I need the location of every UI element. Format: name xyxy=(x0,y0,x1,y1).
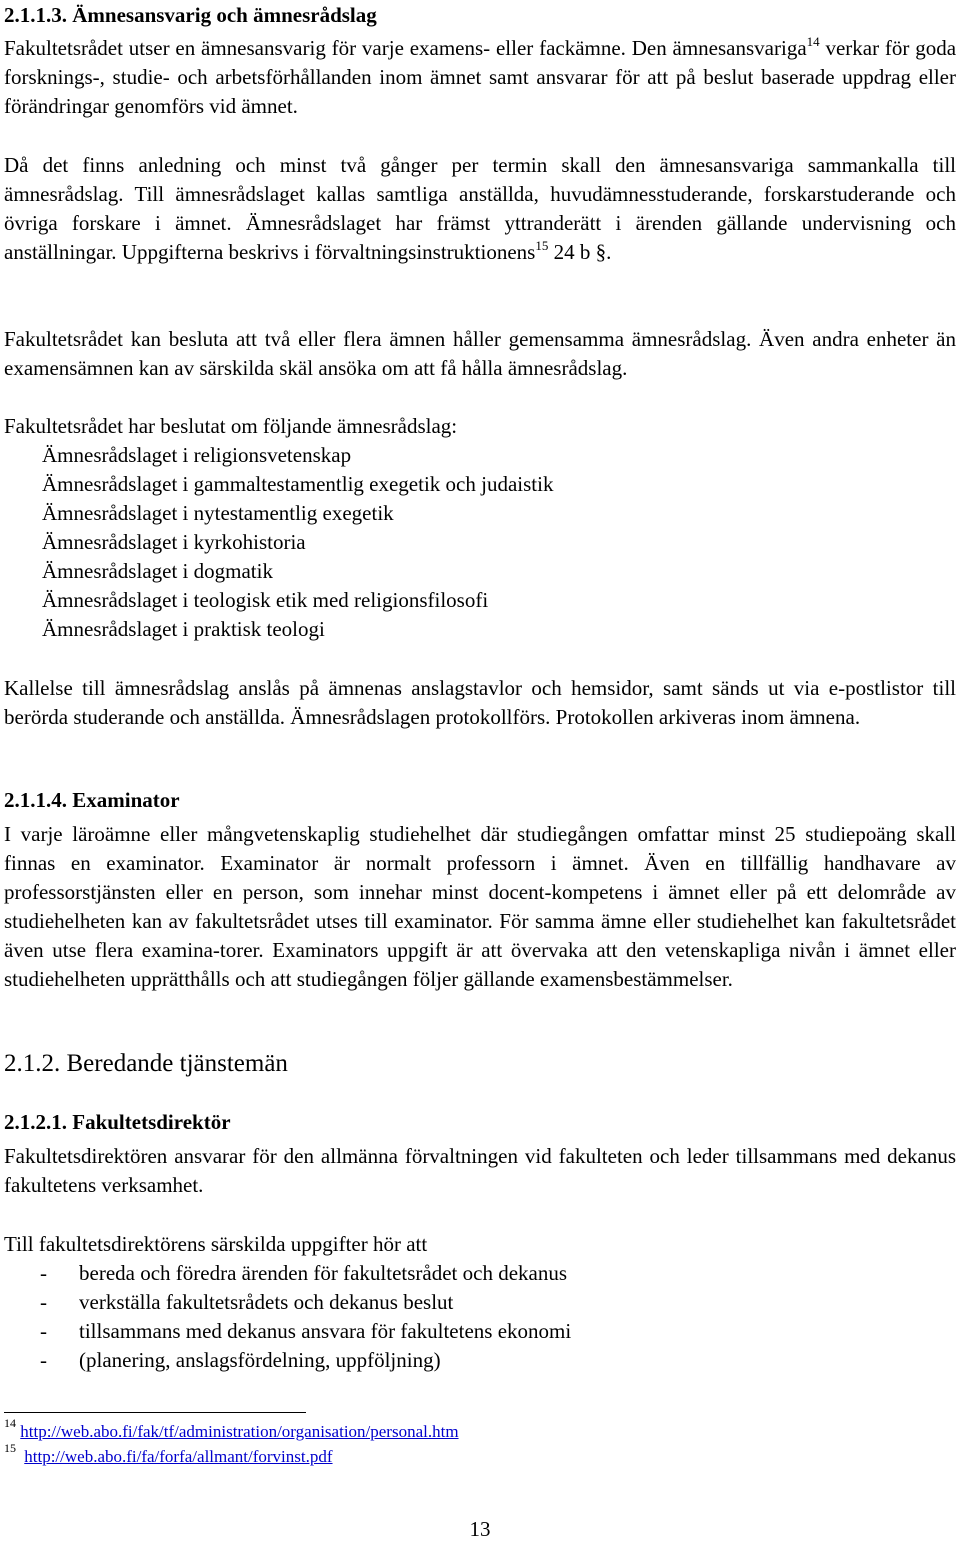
footnote xyxy=(4,1416,459,1443)
list-intro: Fakultetsrådet har beslutat om följande ämnesrådslag: xyxy=(4,414,458,438)
page-number: 13 xyxy=(469,1517,491,1541)
list-intro: Till fakultetsdirektörens särskilda uppgifter hör att xyxy=(4,1232,428,1256)
footnote-link[interactable]: http://web.abo.fi/fak/tf/administration/organisation/personal.htm xyxy=(20,1422,459,1441)
section-heading: 2.1.1.4. Examinator xyxy=(4,788,180,812)
duties-block xyxy=(4,1230,956,1375)
paragraph-text: Då det finns anledning och minst två gånger per termin skall den ämnesansvariga sammankalla till ämnesrådslag. Till ämnesrådslaget kallas samtliga anställda, huvudämnesstuderande, forskarstuderande och övriga forskare i ämnet. Ämnesrådslaget har främst yttranderätt i ärenden gällande undervisning och anställningar. Uppgifterna beskrivs i förvaltningsinstruktionens xyxy=(4,153,956,264)
paragraph-text: verkar för goda forsknings-, studie- och arbetsförhållanden inom ämnet samt ansvarar för att på beslut baserade uppdrag eller förändringar genomförs vid ämnet. xyxy=(4,36,957,118)
paragraph: I varje läroämne eller mångvetenskaplig studiehelhet där studiegången omfattar minst 25 studiepoäng skall finnas en examinator. Examinator är normalt professorn i ämnet. Även en tillfällig handhavare av professorstjänsten eller en person, som innehar minst docent-kompetens i ämnet eller på ett delområde av studiehelheten kan av fakultetsrådet utses till examinator. För samma ämne eller studiehelhet kan fakultetsrådet även utse flera examina-torer. Examinators uppgift är att övervaka att den vetenskapliga nivån i ämnet eller studiehelheten upprätthålls och att studiegången följer gällande examensbestämmelser. xyxy=(4,822,956,991)
footnote xyxy=(4,1441,333,1468)
footnote-ref: 15 xyxy=(535,238,549,253)
duties-list xyxy=(4,1259,956,1375)
paragraph xyxy=(4,151,956,267)
list-item: Ämnesrådslaget i praktisk teologi xyxy=(42,617,325,641)
council-list-block xyxy=(4,412,956,644)
list-item-text: tillsammans med dekanus ansvara för fakultetens ekonomi xyxy=(79,1319,572,1343)
list-item: Ämnesrådslaget i gammaltestamentlig exegetik och judaistik xyxy=(42,472,554,496)
paragraph xyxy=(4,34,956,121)
footnote-link[interactable]: http://web.abo.fi/fa/forfa/allmant/forvinst.pdf xyxy=(24,1447,333,1466)
council-list xyxy=(4,441,956,644)
list-item xyxy=(4,1288,956,1317)
paragraph: Kallelse till ämnesrådslag anslås på ämnenas anslagstavlor och hemsidor, samt sänds ut via e-postlistor till berörda studerande och anställda. Ämnesrådslagen protokollförs. Protokollen arkiveras inom ämnena. xyxy=(4,676,956,729)
dash-marker: - xyxy=(40,1319,47,1343)
footnote-number: 15 xyxy=(4,1441,16,1456)
list-item xyxy=(4,1346,956,1375)
paragraph-text: 24 b §. xyxy=(548,240,612,264)
list-item xyxy=(4,1259,956,1288)
list-item: Ämnesrådslaget i religionsvetenskap xyxy=(42,443,352,467)
section-heading: 2.1.2. Beredande tjänstemän xyxy=(4,1050,288,1077)
list-item-text: verkställa fakultetsrådets och dekanus beslut xyxy=(79,1290,454,1314)
dash-marker: - xyxy=(40,1290,47,1314)
paragraph: Fakultetsrådet kan besluta att två eller flera ämnen håller gemensamma ämnesrådslag. Även andra enheter än examensämnen kan av särskilda skäl ansöka om att få hålla ämnesrådslag. xyxy=(4,327,956,380)
footnote-number: 14 xyxy=(4,1416,16,1431)
section-heading: 2.1.1.3. Ämnesansvarig och ämnesrådslag xyxy=(4,3,377,27)
list-item: Ämnesrådslaget i nytestamentlig exegetik xyxy=(42,501,394,525)
paragraph: Fakultetsdirektören ansvarar för den allmänna förvaltningen vid fakulteten och leder tillsammans med dekanus fakultetens verksamhet. xyxy=(4,1144,956,1197)
dash-marker: - xyxy=(40,1348,47,1372)
list-item-text: bereda och föredra ärenden för fakultetsrådet och dekanus xyxy=(79,1261,568,1285)
list-item: Ämnesrådslaget i kyrkohistoria xyxy=(42,530,306,554)
list-item-text: (planering, anslagsfördelning, uppföljning) xyxy=(79,1348,441,1372)
paragraph-text: Fakultetsrådet utser en ämnesansvarig för varje examens- eller fackämne. Den ämnesansvariga xyxy=(4,36,807,60)
list-item xyxy=(4,1317,956,1346)
dash-marker: - xyxy=(40,1261,47,1285)
list-item: Ämnesrådslaget i dogmatik xyxy=(42,559,273,583)
footnote-separator xyxy=(4,1412,306,1413)
section-heading: 2.1.2.1. Fakultetsdirektör xyxy=(4,1110,231,1134)
footnote-ref: 14 xyxy=(806,34,820,49)
list-item: Ämnesrådslaget i teologisk etik med religionsfilosofi xyxy=(42,588,489,612)
